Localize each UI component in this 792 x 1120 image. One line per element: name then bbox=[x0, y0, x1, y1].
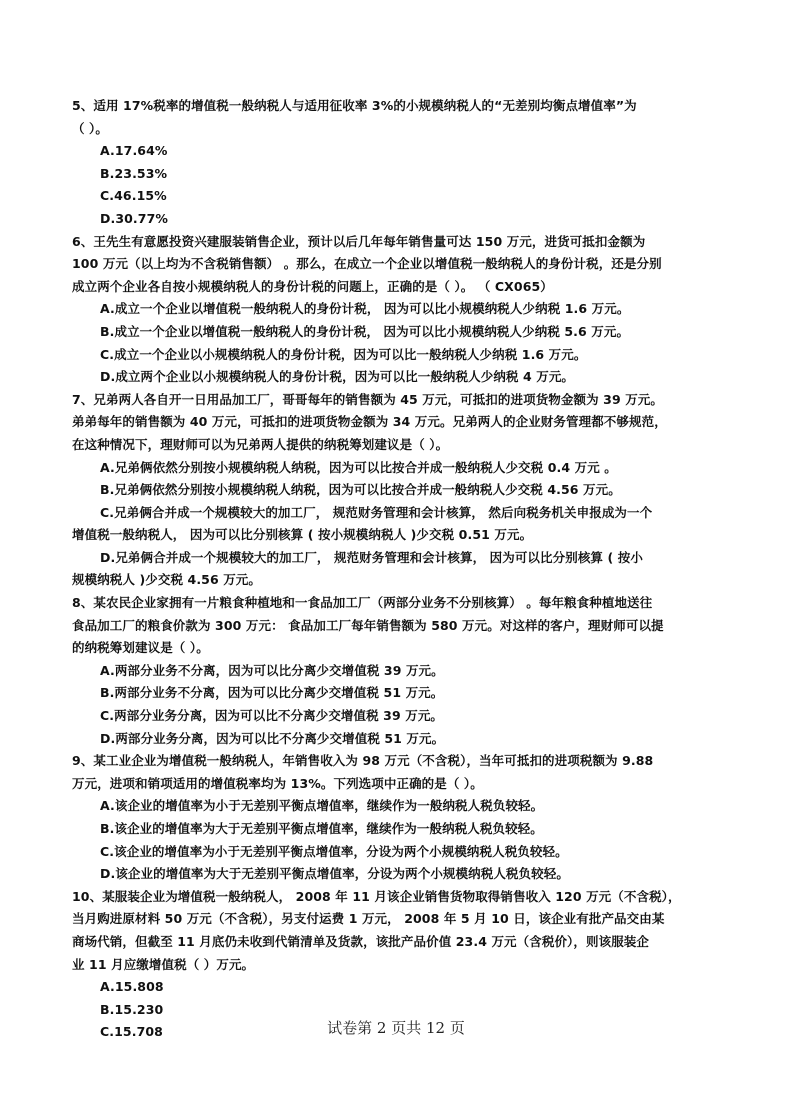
question-text-line: 7、兄弟两人各自开一日用品加工厂，哥哥每年的销售额为 45 万元，可抵扣的进项货物金额为 39 万元。 bbox=[72, 391, 663, 407]
option-line: A.15.808 bbox=[100, 979, 164, 995]
option-line: C.两部分业务分离，因为可以比不分离少交增值税 39 万元。 bbox=[100, 708, 444, 724]
option-line: B.兄弟俩依然分别按小规模纳税人纳税，因为可以比按合并成一般纳税人少交税 4.56 万元。 bbox=[100, 482, 621, 498]
option-line: A.兄弟俩依然分别按小规模纳税人纳税，因为可以比按合并成一般纳税人少交税 0.4 万元 。 bbox=[100, 459, 617, 475]
option-line: B.成立一个企业以增值税一般纳税人的身份计税， 因为可以比小规模纳税人少纳税 5.6 万元。 bbox=[100, 323, 630, 339]
question-text-line: 10、某服装企业为增值税一般纳税人， 2008 年 11 月该企业销售货物取得销售收入 120 万元（不含税）， bbox=[72, 888, 681, 904]
option-line: B.15.230 bbox=[100, 1001, 164, 1017]
question-text-line: 规模纳税人 )少交税 4.56 万元。 bbox=[72, 572, 262, 588]
question-text-line: 增值税一般纳税人， 因为可以比分别核算 ( 按小规模纳税人 )少交税 0.51 万元。 bbox=[72, 527, 533, 543]
option-line: C.该企业的增值率为小于无差别平衡点增值率，分设为两个小规模纳税人税负较轻。 bbox=[100, 843, 568, 859]
option-line: B.两部分业务不分离，因为可以比分离少交增值税 51 万元。 bbox=[100, 685, 444, 701]
question-text-line: 食品加工厂的粮食价款为 300 万元： 食品加工厂每年销售额为 580 万元。对这样的客户，理财师可以提 bbox=[72, 617, 664, 633]
option-line: B.23.53% bbox=[100, 165, 168, 181]
option-line: B.该企业的增值率为大于无差别平衡点增值率，继续作为一般纳税人税负较轻。 bbox=[100, 821, 543, 836]
question-text-line: 5、适用 17%税率的增值税一般纳税人与适用征收率 3%的小规模纳税人的“无差别均衡点增值率”为 bbox=[72, 98, 637, 113]
question-text-line: 弟弟每年的销售额为 40 万元，可抵扣的进项货物金额为 34 万元。兄弟两人的企业财务管理都不够规范， bbox=[72, 414, 667, 430]
question-text-line: 9、某工业企业为增值税一般纳税人，年销售收入为 98 万元（不含税），当年可抵扣的进项税额为 9.88 bbox=[72, 753, 654, 769]
question-text-line: 的纳税筹划建议是（ ）。 bbox=[72, 640, 209, 656]
question-text-line: 业 11 月应缴增值税（ ）万元。 bbox=[72, 956, 255, 972]
question-text-line: 万元，进项和销项适用的增值税率均为 13%。下列选项中正确的是（ ）。 bbox=[72, 775, 483, 791]
option-line: D.兄弟俩合并成一个规模较大的加工厂， 规范财务管理和会计核算， 因为可以比分别核算 ( 按小 bbox=[100, 549, 643, 565]
question-text-line: 当月购进原材料 50 万元（不含税），另支付运费 1 万元， 2008 年 5 月 10 日，该企业有批产品交由某 bbox=[72, 911, 665, 927]
option-line: D.成立两个企业以小规模纳税人的身份计税，因为可以比一般纳税人少纳税 4 万元。 bbox=[100, 369, 575, 385]
option-line: D.该企业的增值率为大于无差别平衡点增值率，分设为两个小规模纳税人税负较轻。 bbox=[100, 866, 569, 882]
page-footer: 试卷第 2 页共 12 页 bbox=[327, 1019, 465, 1037]
question-text-line: 在这种情况下，理财师可以为兄弟两人提供的纳税筹划建议是（ ）。 bbox=[72, 436, 449, 452]
option-line: A.两部分业务不分离，因为可以比分离少交增值税 39 万元。 bbox=[100, 662, 444, 678]
question-text-line: （ ）。 bbox=[72, 120, 109, 136]
question-text-line: 成立两个企业各自按小规模纳税人的身份计税的问题上，正确的是（ ）。 （ CX065） bbox=[72, 278, 553, 294]
question-text-line: 6、王先生有意愿投资兴建服装销售企业，预计以后几年每年销售量可达 150 万元，进货可抵扣金额为 bbox=[72, 233, 646, 249]
question-text-line: 商场代销，但截至 11 月底仍未收到代销清单及货款，该批产品价值 23.4 万元（含税价），则该服装企 bbox=[72, 933, 649, 949]
question-text-line: 100 万元（以上均为不含税销售额） 。那么，在成立一个企业以增值税一般纳税人的身份计税，还是分别 bbox=[72, 256, 662, 272]
option-line: C.46.15% bbox=[100, 188, 167, 204]
option-line: C.15.708 bbox=[100, 1024, 163, 1040]
option-line: A.该企业的增值率为小于无差别平衡点增值率，继续作为一般纳税人税负较轻。 bbox=[100, 798, 544, 814]
option-line: C.成立一个企业以小规模纳税人的身份计税，因为可以比一般纳税人少纳税 1.6 万元。 bbox=[100, 346, 587, 362]
question-text-line: 8、某农民企业家拥有一片粮食种植地和一食品加工厂（两部分业务不分别核算） 。每年粮食种植地送往 bbox=[72, 595, 653, 611]
option-line: D.两部分业务分离，因为可以比不分离少交增值税 51 万元。 bbox=[100, 730, 445, 746]
question-content bbox=[72, 95, 732, 1044]
option-line: D.30.77% bbox=[100, 210, 168, 226]
option-line: C.兄弟俩合并成一个规模较大的加工厂， 规范财务管理和会计核算， 然后向税务机关申报成为一个 bbox=[100, 504, 653, 520]
option-line: A.17.64% bbox=[100, 143, 168, 159]
option-line: A.成立一个企业以增值税一般纳税人的身份计税， 因为可以比小规模纳税人少纳税 1.6 万元。 bbox=[100, 301, 630, 317]
